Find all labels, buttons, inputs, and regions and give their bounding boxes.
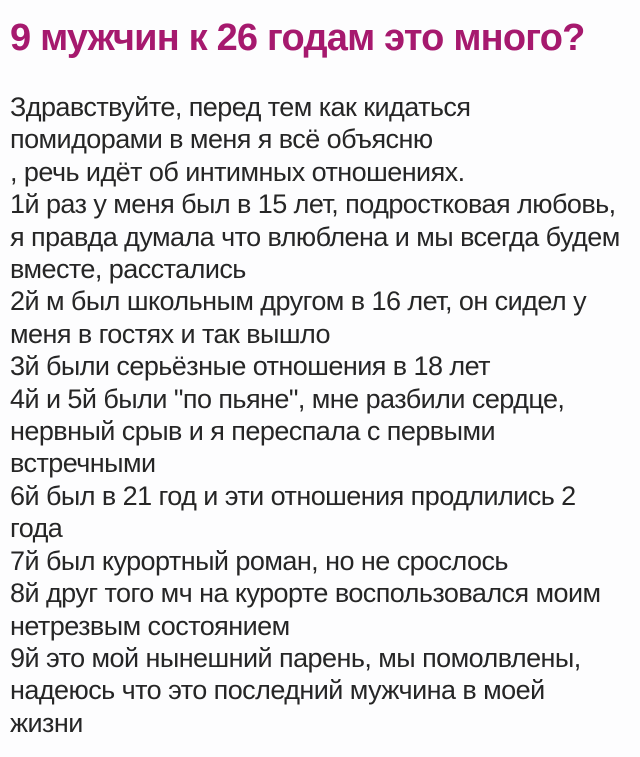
text-line: меня в гостях и так вышло [10, 318, 330, 349]
text-line: 9й это мой нынешний парень, мы помолвлены, [10, 642, 581, 673]
text-line: помидорами в меня я всё объясню [10, 124, 433, 155]
post-title: 9 мужчин к 26 годам это много? [10, 17, 585, 59]
post-body [10, 91, 630, 739]
text-line: я правда думала что влюблена и мы всегда будем [10, 221, 620, 252]
text-line: встречными [10, 448, 156, 479]
text-line: 3й были серьёзные отношения в 18 лет [10, 351, 490, 382]
text-line: вместе, расстались [10, 254, 246, 285]
text-line: 6й был в 21 год и эти отношения продлились 2 [10, 480, 576, 511]
text-line: 4й и 5й были "по пьяне", мне разбили сердце, [10, 383, 565, 414]
text-line: нетрезвым состоянием [10, 610, 290, 641]
text-line: нервный срыв и я переспала с первыми [10, 416, 495, 447]
text-line: года [10, 513, 63, 544]
text-line: жизни [10, 707, 83, 738]
text-line: Здравствуйте, перед тем как кидаться [10, 92, 471, 122]
text-line: 7й был курортный роман, но не срослось [10, 545, 508, 576]
text-line: 8й друг того мч на курорте воспользовался моим [10, 578, 601, 609]
text-line: , речь идёт об интимных отношениях. [10, 156, 465, 187]
text-line: 2й м был школьным другом в 16 лет, он сидел у [10, 286, 587, 317]
text-line: 1й раз у меня был в 15 лет, подростковая любовь, [10, 189, 616, 220]
text-line: надеюсь что это последний мужчина в моей [10, 675, 545, 706]
